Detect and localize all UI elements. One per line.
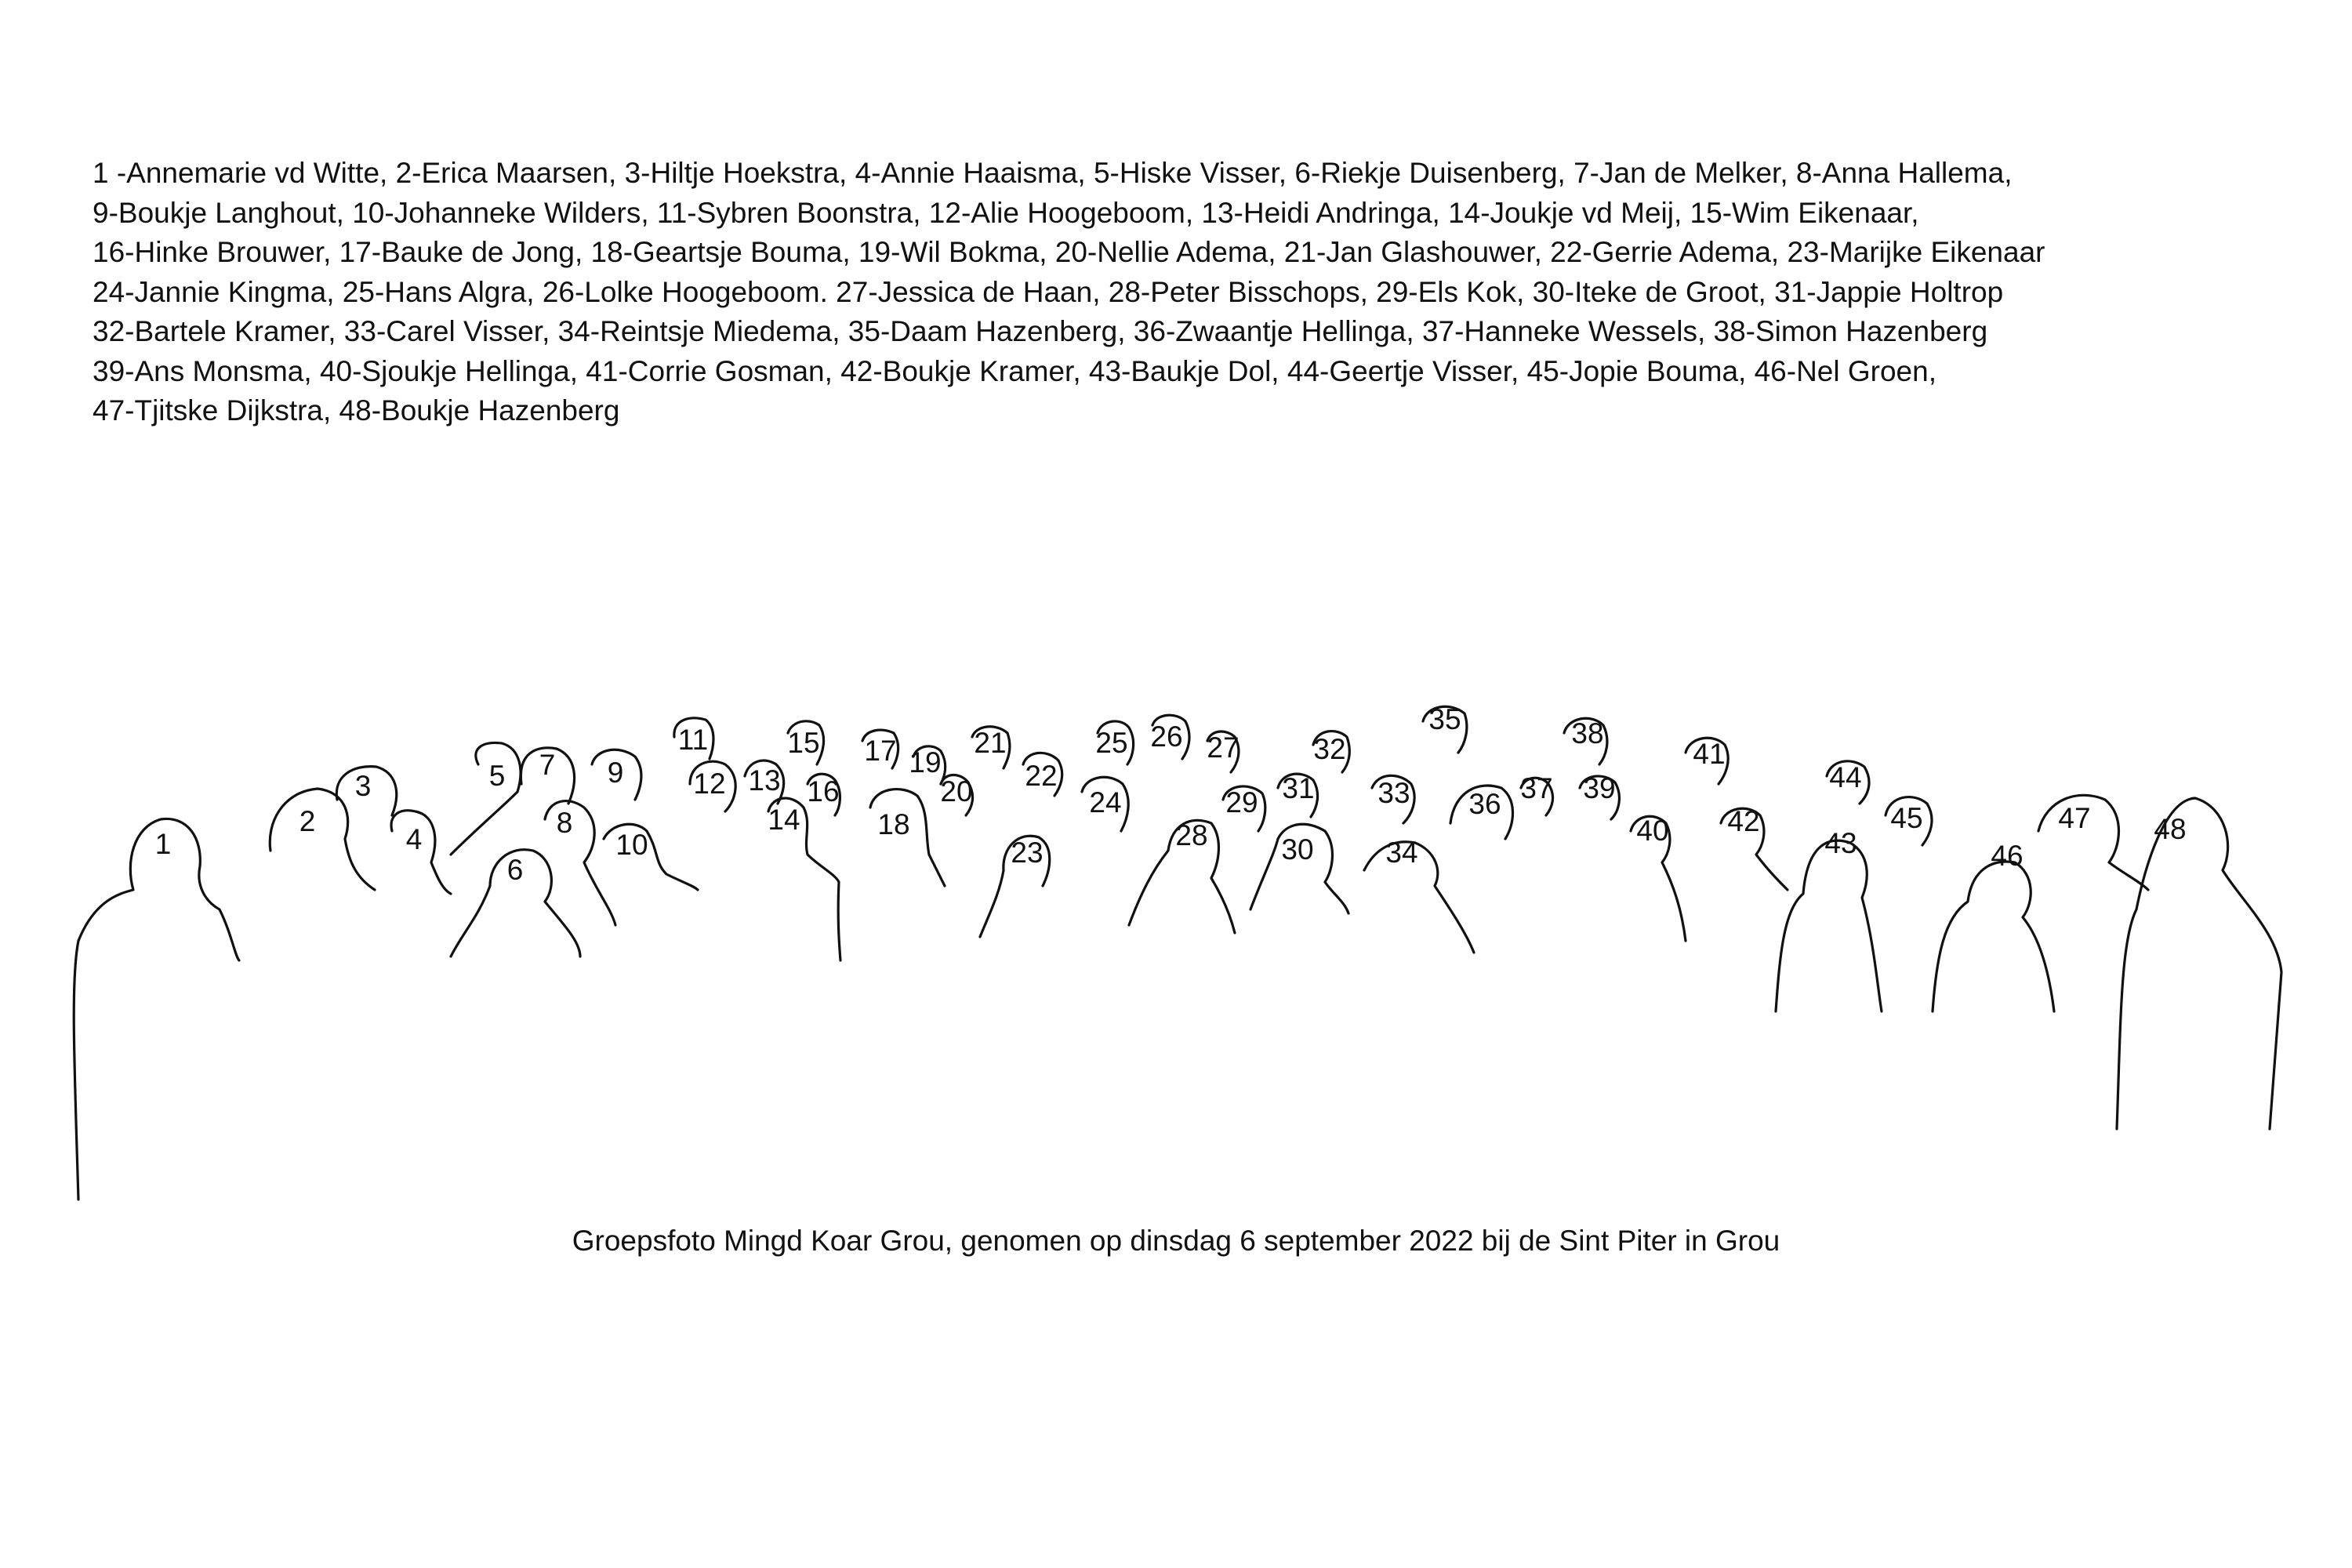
person-silhouette <box>74 818 239 1200</box>
photo-caption: Groepsfoto Mingd Koar Grou, genomen op dinsdag 6 september 2022 bij de Sint Piter in Grou <box>572 1225 1780 1257</box>
figure-number-label: 38 <box>1571 717 1604 750</box>
figure-number-label: 8 <box>556 806 573 839</box>
figure-number-label: 25 <box>1095 726 1128 759</box>
legend-line: 47-Tjitske Dijkstra, 48-Boukje Hazenberg <box>93 394 620 426</box>
figure-number-label: 15 <box>787 726 820 759</box>
figure-number-label: 9 <box>607 756 624 789</box>
figure-number-label: 10 <box>615 828 648 861</box>
figure-number-label: 21 <box>974 726 1007 759</box>
figure-number-label: 24 <box>1089 786 1122 818</box>
figure-number-label: 2 <box>299 804 316 837</box>
person-silhouette <box>545 801 615 925</box>
person-silhouette <box>1933 862 2054 1011</box>
figure-number-label: 34 <box>1385 836 1418 869</box>
figure-number-label: 13 <box>748 764 781 797</box>
figure-number-label: 44 <box>1829 760 1862 793</box>
figure-number-label: 7 <box>539 748 556 781</box>
figure-number-label: 40 <box>1636 814 1669 847</box>
figure-number-label: 48 <box>2154 812 2187 845</box>
legend-line: 9-Boukje Langhout, 10-Johanneke Wilders, 11-Sybren Boonstra, 12-Alie Hoogeboom, 13-Heidi Andringa, 14-Joukje vd Meij, 15-Wim Eikenaar, <box>93 196 1919 229</box>
figure-number-label: 27 <box>1207 731 1240 764</box>
figure-number-label: 23 <box>1011 836 1044 869</box>
silhouette-outlines <box>74 706 2281 1200</box>
figure-number-label: 16 <box>807 775 840 808</box>
person-silhouette <box>1776 840 1882 1011</box>
figure-number-label: 19 <box>909 746 942 779</box>
figure-number-label: 12 <box>693 767 726 800</box>
figure-number-label: 45 <box>1890 801 1923 834</box>
person-silhouette <box>1364 842 1474 953</box>
legend-line: 1 -Annemarie vd Witte, 2-Erica Maarsen, 3-Hiltje Hoekstra, 4-Annie Haaisma, 5-Hiske Visser, 6-Riekje Duisenberg, 7-Jan de Melker, 8-Anna Hallema, <box>93 157 2013 189</box>
figure-number-label: 29 <box>1225 786 1258 818</box>
figure-number-label: 42 <box>1727 804 1760 837</box>
figure-number-label: 1 <box>154 827 172 860</box>
figure-number-labels <box>155 703 2187 886</box>
figure-number-label: 39 <box>1583 771 1616 804</box>
figure-number-label: 11 <box>677 723 709 756</box>
figure-number-label: 36 <box>1468 787 1501 820</box>
figure-number-label: 5 <box>488 759 506 792</box>
figure-number-label: 26 <box>1150 720 1183 753</box>
figure-number-label: 18 <box>877 808 910 840</box>
figure-number-label: 4 <box>405 822 423 855</box>
figure-number-label: 17 <box>864 734 897 767</box>
figure-number-label: 41 <box>1693 737 1726 770</box>
figure-number-label: 31 <box>1282 771 1315 804</box>
person-silhouette <box>2117 798 2281 1129</box>
person-silhouette <box>270 789 375 890</box>
legend-line: 32-Bartele Kramer, 33-Carel Visser, 34-Reintsje Miedema, 35-Daam Hazenberg, 36-Zwaantje Hellinga, 37-Hanneke Wessels, 38-Simon Hazenberg <box>93 315 1988 347</box>
person-silhouette <box>451 742 521 855</box>
figure-number-label: 22 <box>1025 759 1058 792</box>
figure-number-label: 30 <box>1281 833 1314 866</box>
figure-number-label: 47 <box>2058 801 2091 834</box>
legend-line: 16-Hinke Brouwer, 17-Bauke de Jong, 18-Geartsje Bouma, 19-Wil Bokma, 20-Nellie Adema, 21-Jan Glashouwer, 22-Gerrie Adema, 23-Marijke Eikenaar <box>93 236 2045 268</box>
figure-number-label: 43 <box>1824 826 1857 859</box>
figure-number-label: 33 <box>1377 776 1410 809</box>
figure-number-label: 46 <box>1991 839 2024 872</box>
figure-number-label: 35 <box>1428 702 1461 735</box>
figure-number-label: 28 <box>1175 818 1208 851</box>
figure-number-label: 20 <box>940 775 973 808</box>
figure-number-label: 14 <box>768 803 800 836</box>
figure-number-label: 32 <box>1313 732 1346 765</box>
figure-number-label: 3 <box>354 769 372 802</box>
legend-line: 24-Jannie Kingma, 25-Hans Algra, 26-Lolke Hoogeboom. 27-Jessica de Haan, 28-Peter Bisschops, 29-Els Kok, 30-Iteke de Groot, 31-Jappie Holtrop <box>93 275 2004 308</box>
figure-number-label: 37 <box>1520 771 1553 804</box>
person-silhouette <box>2038 795 2148 890</box>
legend-line: 39-Ans Monsma, 40-Sjoukje Hellinga, 41-Corrie Gosman, 42-Boukje Kramer, 43-Baukje Dol, 44-Geertje Visser, 45-Jopie Bouma, 46-Nel Groen, <box>93 354 1936 387</box>
figure-number-label: 6 <box>506 853 524 886</box>
